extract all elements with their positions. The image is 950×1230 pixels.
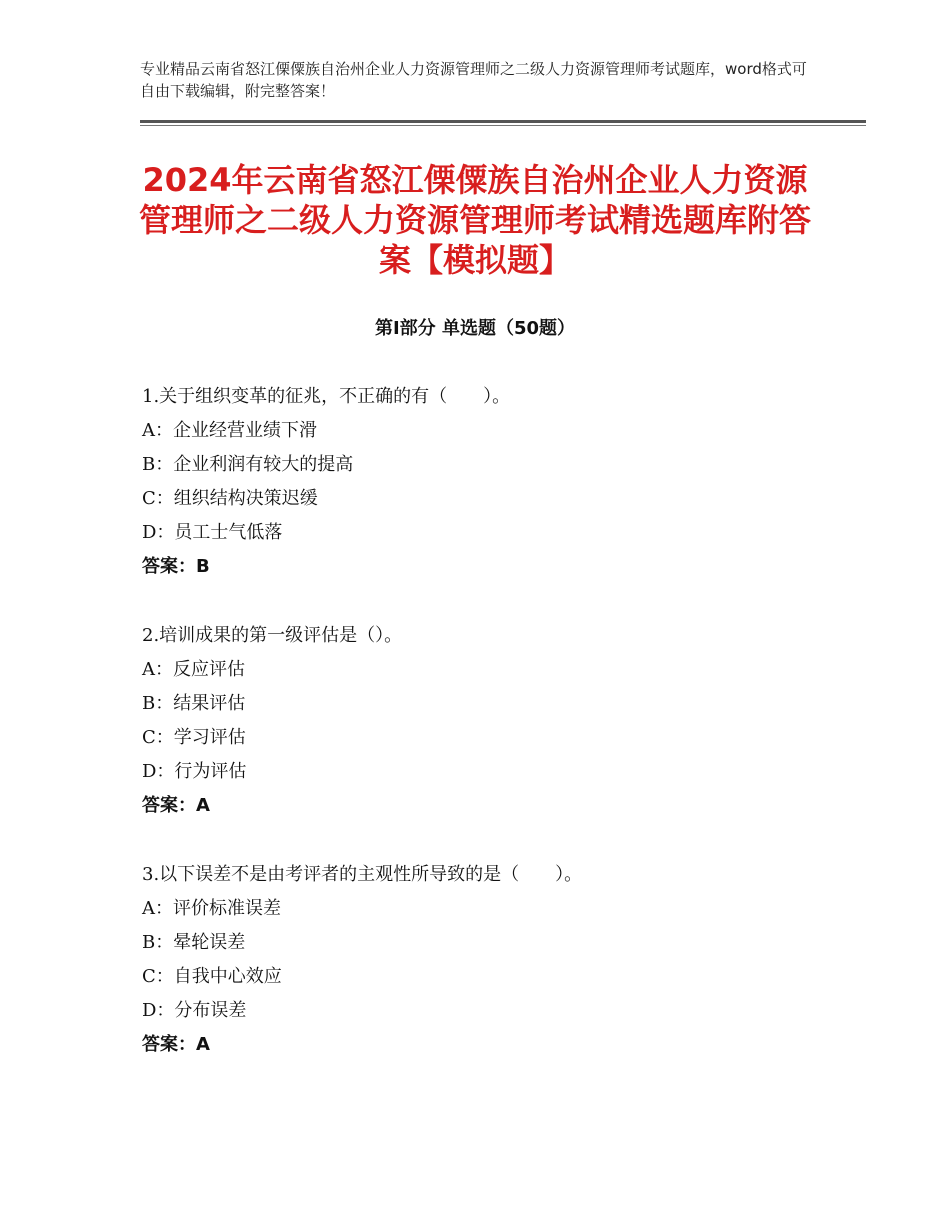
document-title: 2024年云南省怒江傈僳族自治州企业人力资源管理师之二级人力资源管理师考试精选题库附答案【模拟题】 bbox=[138, 161, 811, 279]
header-rule-thin bbox=[140, 125, 866, 126]
answer: 答案：A bbox=[142, 795, 210, 816]
header-note: 专业精品云南省怒江傈僳族自治州企业人力资源管理师之二级人力资源管理师考试题库，word格式可自由下载编辑，附完整答案！ bbox=[140, 60, 807, 100]
question-stem: 1.关于组织变革的征兆，不正确的有（ ）。 bbox=[142, 386, 511, 407]
option-d: D：分布误差 bbox=[142, 1000, 247, 1021]
answer: 答案：A bbox=[142, 1034, 210, 1055]
question-1 bbox=[142, 380, 842, 584]
answer: 答案：B bbox=[142, 556, 210, 577]
option-c: C：自我中心效应 bbox=[142, 966, 282, 987]
option-a: A：评价标准误差 bbox=[142, 898, 281, 919]
option-a: A：企业经营业绩下滑 bbox=[142, 420, 317, 441]
option-b: B：企业利润有较大的提高 bbox=[142, 454, 354, 475]
option-d: D：行为评估 bbox=[142, 761, 247, 782]
question-stem: 3.以下误差不是由考评者的主观性所导致的是（ ）。 bbox=[142, 864, 583, 885]
header-rule-thick bbox=[140, 120, 866, 123]
section-heading: 第Ⅰ部分 单选题（50题） bbox=[374, 318, 575, 339]
question-stem: 2.培训成果的第一级评估是（）。 bbox=[142, 625, 403, 646]
option-c: C：组织结构决策迟缓 bbox=[142, 488, 318, 509]
option-b: B：晕轮误差 bbox=[142, 932, 246, 953]
option-c: C：学习评估 bbox=[142, 727, 246, 748]
option-a: A：反应评估 bbox=[142, 659, 245, 680]
option-b: B：结果评估 bbox=[142, 693, 246, 714]
option-d: D：员工士气低落 bbox=[142, 522, 283, 543]
question-2 bbox=[142, 619, 842, 823]
question-3 bbox=[142, 858, 842, 1062]
